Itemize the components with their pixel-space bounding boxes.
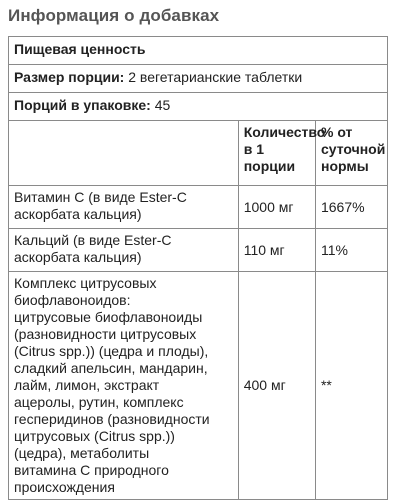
column-header-amount-line: в 1 порции [243, 141, 296, 174]
servings-label: Порций в упаковке: [14, 97, 151, 113]
nutrient-amount: 400 мг [238, 272, 315, 500]
nutrient-name-line: Кальций (в виде Ester-C [14, 232, 172, 248]
nutrient-name [9, 229, 239, 272]
nutrient-name [9, 272, 239, 500]
column-header-dv-line: суточной [320, 141, 386, 157]
nutrient-name-line: лайм, лимон, экстракт [14, 377, 160, 393]
nutrient-name-line: цитрусовых (Citrus spp.)) [14, 428, 175, 444]
table-row [9, 229, 388, 272]
nutrient-name [9, 186, 239, 229]
nutrient-name-line: (цедра), метаболиты [14, 445, 150, 461]
serving-size-row [9, 65, 388, 93]
nutrient-daily-value: 11% [315, 229, 387, 272]
nutrient-daily-value: 1667% [315, 186, 387, 229]
section-heading: Информация о добавках [8, 6, 220, 25]
column-header-dv-line: нормы [320, 158, 369, 174]
column-header-daily-value [315, 121, 387, 186]
nutrient-name-line: (разновидности цитрусовых [14, 326, 197, 342]
nutrient-name-line: Комплекс цитрусовых [14, 275, 157, 291]
nutrient-amount: 110 мг [238, 229, 315, 272]
column-header-dv-line: % от [320, 124, 353, 140]
nutrient-name-line: аскорбата кальция) [14, 249, 142, 265]
nutrient-daily-value: ** [315, 272, 387, 500]
serving-size-value: 2 вегетарианские таблетки [128, 69, 303, 85]
nutrient-name-line: гесперидинов (разновидности [14, 411, 210, 427]
servings-per-container-cell [9, 93, 388, 121]
column-header-amount-line: Количество [243, 124, 326, 140]
serving-size-cell [9, 65, 388, 93]
nutrient-name-line: сладкий апельсин, мандарин, [14, 360, 208, 376]
servings-per-container-row [9, 93, 388, 121]
table-row [9, 272, 388, 500]
nutrient-name-line: цитрусовые биофлавоноиды [14, 309, 203, 325]
nutrient-name-line: Витамин C (в виде Ester-C [14, 189, 187, 205]
column-header-amount [238, 121, 326, 186]
nutrient-name-line: биофлавоноидов: [14, 292, 131, 308]
nutrient-name-line: ацеролы, рутин, комплекс [14, 394, 184, 410]
nutrient-amount: 1000 мг [238, 186, 315, 229]
nutrient-name-line: витамина C природного [14, 462, 169, 478]
table-row [9, 186, 388, 229]
supplement-facts-table [8, 36, 388, 500]
serving-size-label: Размер порции: [14, 69, 125, 85]
servings-value: 45 [154, 97, 171, 113]
nutrient-name-line: (Citrus spp.)) (цедра и плоды), [14, 343, 209, 359]
table-title-row [9, 37, 388, 65]
nutrient-name-line: происхождения [14, 479, 115, 495]
table-title: Пищевая ценность [9, 37, 388, 65]
column-header-row [9, 121, 388, 186]
nutrient-name-line: аскорбата кальция) [14, 206, 142, 222]
column-header-empty [9, 121, 239, 186]
